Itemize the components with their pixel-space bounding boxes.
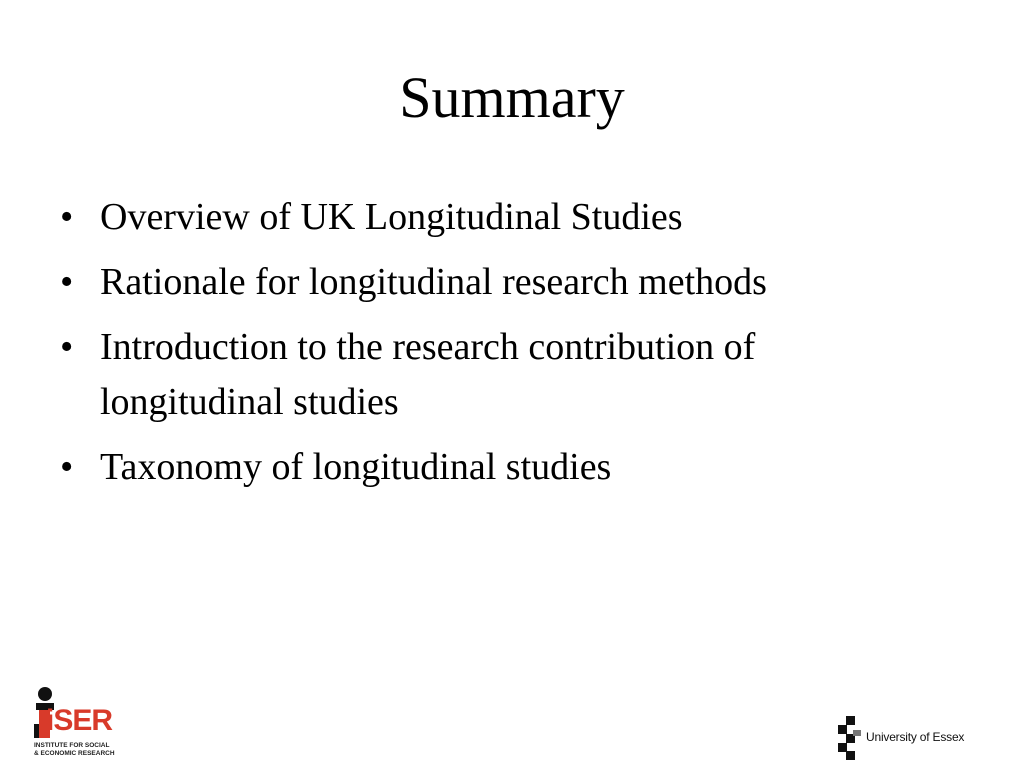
bullet-icon: • [60, 446, 74, 488]
essex-logo [838, 716, 998, 760]
bullet-item [56, 320, 936, 430]
iser-wordmark: iSER [46, 704, 113, 737]
bullet-item [56, 255, 936, 310]
bullet-list [56, 190, 936, 505]
bullet-icon: • [60, 261, 74, 303]
iser-subtitle-line: INSTITUTE FOR SOCIAL [34, 742, 110, 749]
iser-subtitle [34, 742, 115, 758]
bullet-text: Introduction to the research contribution of longitudinal studies [100, 326, 756, 423]
bullet-text: Taxonomy of longitudinal studies [100, 446, 612, 488]
bullet-icon: • [60, 326, 74, 368]
iser-subtitle-line: & ECONOMIC RESEARCH [34, 750, 115, 757]
bullet-item [56, 190, 936, 245]
slide-title: Summary [399, 65, 625, 130]
bullet-icon: • [60, 196, 74, 238]
bullet-text: Overview of UK Longitudinal Studies [100, 196, 683, 238]
bullet-item [56, 440, 936, 495]
essex-emblem-icon [838, 716, 862, 760]
iser-logo [30, 686, 120, 764]
essex-wordmark: University of Essex [866, 730, 965, 744]
bullet-text: Rationale for longitudinal research methods [100, 261, 767, 303]
